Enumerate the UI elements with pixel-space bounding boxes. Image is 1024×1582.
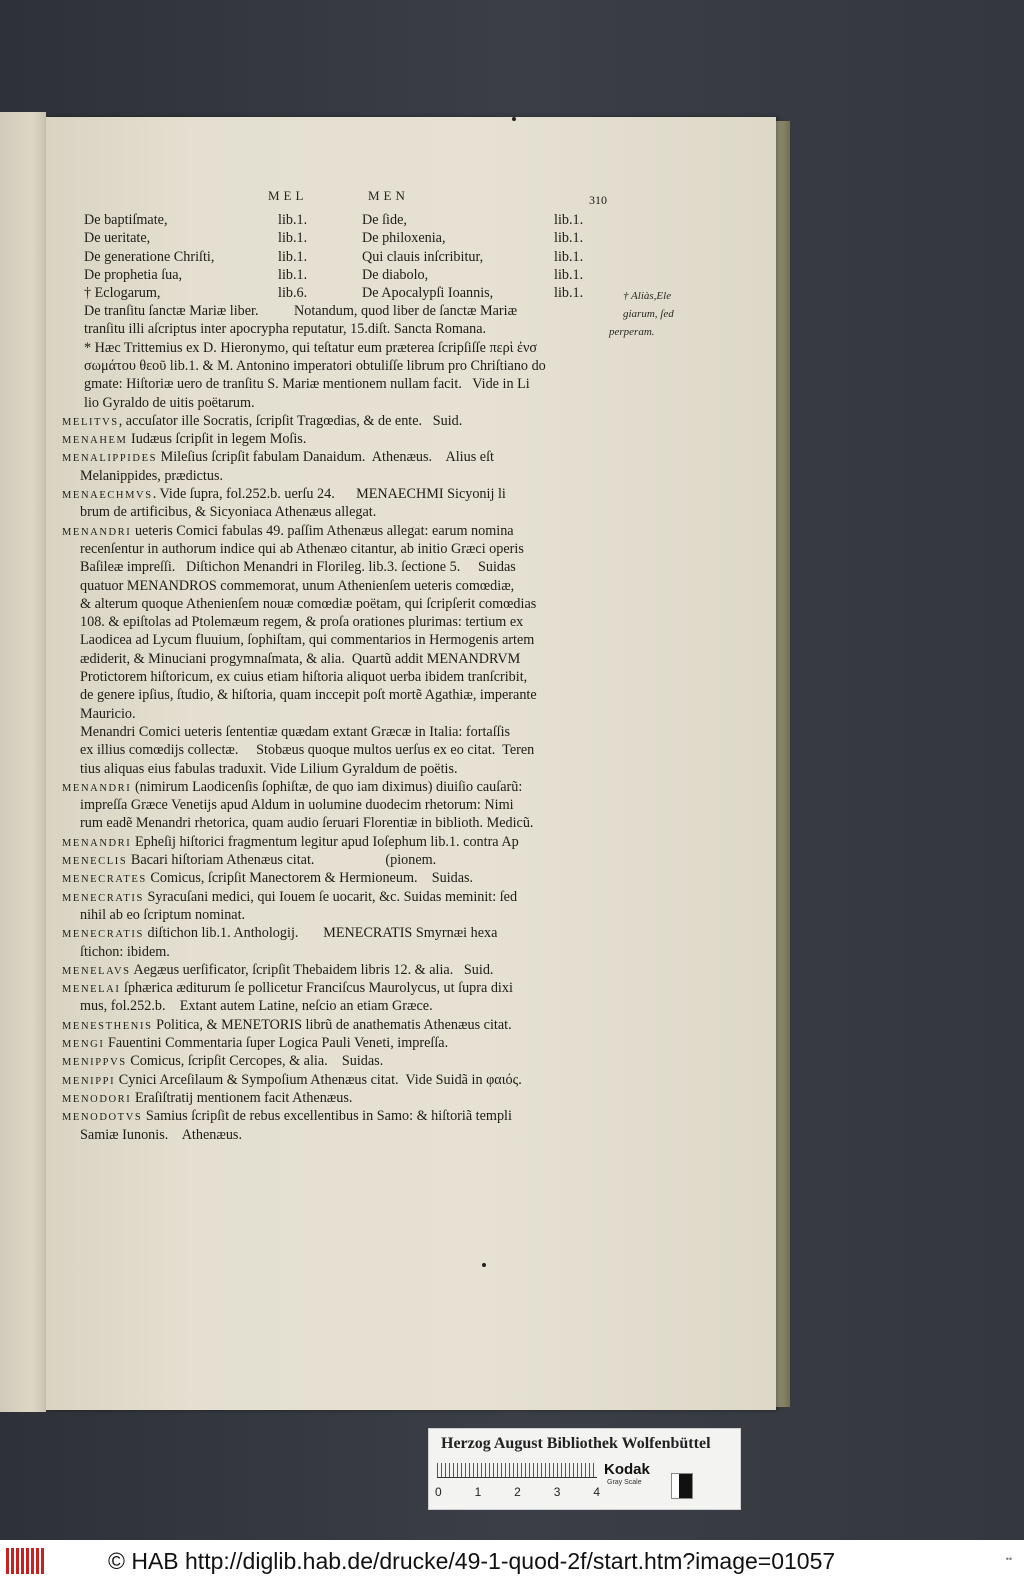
text-line: MENECLIS Bacari hiſtoriam Athenæus citat. (pionem. xyxy=(62,852,437,868)
text-line: MENANDRI (nimirum Laodicenſis ſophiſtæ, de quo iam diximus) diuiſio cauſarũ: xyxy=(62,778,523,795)
title-cell: De diabolo, xyxy=(362,266,429,283)
margin-note-line: perperam. xyxy=(609,326,655,338)
title-cell: † Eclogarum, xyxy=(84,285,161,302)
text-line: 108. & epiſtolas ad Ptolemæum regem, & proſa orationes plurimas: tertium ex xyxy=(80,614,524,631)
title-cell: lib.6. xyxy=(278,285,308,302)
text-line: MENANDRI Epheſij hiſtorici fragmentum legitur apud Ioſephum lib.1. contra Ap xyxy=(62,833,519,850)
ruler-numbers xyxy=(435,1485,600,1499)
margin-note-line: † Aliàs,Ele xyxy=(623,290,672,302)
text-line: MENELAVS Aegæus uerſificator, ſcripſit Thebaidem libris 12. & alia. Suid. xyxy=(62,961,494,978)
footer-url[interactable]: © HAB http://diglib.hab.de/drucke/49-1-quod-2f/start.htm?image=01057 xyxy=(108,1548,836,1574)
entry-name: MENELAI xyxy=(62,984,121,996)
title-cell: De baptiſmate, xyxy=(84,212,168,228)
entry-name: MENAHEM xyxy=(62,435,128,447)
entry-name: MENANDRI xyxy=(62,837,132,849)
text-line: ædiderit, & Minuciani progymnaſmata, & alia. Quartũ addit MENANDRVM xyxy=(80,650,521,667)
text-line: MENALIPPIDES Mileſius ſcripſit fabulam Danaidum. Athenæus. Alius eſt xyxy=(62,449,494,466)
text-line: Melanippides, prædictus. xyxy=(80,467,224,484)
text-line: MENANDRI ueteris Comici fabulas 49. paſſim Athenæus allegat: earum nomina xyxy=(62,522,514,539)
text-line: MENAHEM Iudæus ſcripſit in legem Moſis. xyxy=(62,431,307,448)
ruler-number: 0 xyxy=(435,1485,442,1499)
entry-name: MENIPPI xyxy=(62,1075,116,1087)
text-line: ex illius comœdijs collectæ. Stobæus quoque multos uerſus ex eo citat. Teren xyxy=(80,742,535,759)
text-line: MENIPPI Cynici Arceſilaum & Sympoſium Athenæus citat. Vide Suidã in φαιός. xyxy=(62,1071,522,1088)
book-page xyxy=(46,117,776,1410)
hab-logo-icon xyxy=(6,1548,46,1574)
margin-note-line: giarum, ſed xyxy=(623,308,674,320)
footer-indicator: •• xyxy=(1005,1554,1012,1564)
gray-scale-label: Gray Scale xyxy=(607,1479,642,1486)
entry-name: MENANDRI xyxy=(62,526,132,538)
entry-name: MELITVS xyxy=(62,416,119,428)
entry-name: MENIPPVS xyxy=(62,1057,127,1069)
text-line: MENIPPVS Comicus, ſcripſit Cercopes, & alia. Suidas. xyxy=(62,1053,384,1070)
ruler-number: 3 xyxy=(553,1485,561,1499)
text-line: rum eadẽ Menandri rhetorica, quam audio ſeruari Florentiæ in biblioth. Medicũ. xyxy=(80,815,534,832)
entry-name: MENGI xyxy=(62,1039,105,1050)
entry-name: MENECRATIS xyxy=(62,929,144,941)
text-line: Baſileæ impreſſi. Diſtichon Menandri in Florileg. lib.3. ſectione 5. Suidas xyxy=(80,559,516,576)
text-line: MENELAI ſphærica æditurum ſe pollicetur Franciſcus Maurolycus, ut ſupra dixi xyxy=(62,980,513,997)
text-line: mus, fol.252.b. Extant autem Latine, neſcio an etiam Græce. xyxy=(80,998,433,1015)
text-line: Samiæ Iunonis. Athenæus. xyxy=(80,1126,242,1143)
entry-name: MENESTHENIS xyxy=(62,1020,153,1032)
text-line: tius aliquas eius fabulas traduxit. Vide Lilium Gyraldum de poëtis. xyxy=(80,760,458,777)
text-line: MENECRATIS Syracuſani medici, qui Iouem ſe uocarit, &c. Suidas meminit: ſed xyxy=(62,888,518,905)
text-line: MENODORI Eraſiſtratij mentionem facit Athenæus. xyxy=(62,1089,353,1106)
text-line: gmate: Hiſtoriæ uero de tranſitu S. Mariæ mentionem nullam facit. Vide in Li xyxy=(84,376,530,393)
title-cell: De Apocalypſi Ioannis, xyxy=(362,285,494,302)
previous-page-edge xyxy=(0,112,46,1412)
title-cell: lib.1. xyxy=(554,266,584,283)
text-line: MENESTHENIS Politica, & MENETORIS librũ de anathematis Athenæus citat. xyxy=(62,1016,512,1033)
text-line: impreſſa Græce Venetijs apud Aldum in uolumine duodecim rhetorum: Nimi xyxy=(80,797,514,814)
text-line: de genere ipſius, ſtudio, & hiſtoria, quam inccepit poſt mortẽ Agathiæ, imperante xyxy=(80,687,537,704)
text-line: Mauricio. xyxy=(80,705,136,722)
title-cell: Qui clauis inſcribitur, xyxy=(362,248,484,265)
text-line: MENECRATIS diſtichon lib.1. Anthologij. MENECRATIS Smyrnæi hexa xyxy=(62,925,498,942)
title-cell: lib.1. xyxy=(554,285,584,302)
text-line: recenſentur in authorum indice qui ab Athenæo citantur, ab initio Græci operis xyxy=(80,540,524,557)
text-line: σωμάτου θεοῦ lib.1. & M. Antonino imperatori obtuliſſe librum pro Chriſtiano do xyxy=(84,357,546,374)
entry-name: MENALIPPIDES xyxy=(62,453,158,465)
title-cell: lib.1. xyxy=(554,212,584,228)
text-line: ſtichon: ibidem. xyxy=(80,943,170,960)
book-page-edge xyxy=(774,121,790,1407)
text-line: brum de artificibus, & Sicyoniaca Athenæus allegat. xyxy=(80,504,377,521)
text-line: Menandri Comici ueteris ſententiæ quædam extant Græcæ in Italia: fortaſſis xyxy=(66,723,511,740)
title-cell: lib.1. xyxy=(278,266,308,283)
title-cell: lib.1. xyxy=(554,248,584,265)
entry-name: MENAECHMVS xyxy=(62,490,153,501)
page-mark xyxy=(482,1263,486,1267)
title-cell: lib.1. xyxy=(554,230,584,247)
entry-name: MENECRATES xyxy=(62,874,147,886)
text-line: MENGI Fauentini Commentaria ſuper Logica Pauli Veneti, impreſſa. xyxy=(62,1035,449,1051)
text-line: & alterum quoque Athenienſem nouæ comœdiæ poëtam, qui ſcripſerit comœdias xyxy=(80,595,537,612)
text-line: quatuor MENANDROS commemorat, unum Athenienſem ueteris comœdiæ, xyxy=(80,577,515,594)
entry-name: MENECLIS xyxy=(62,856,128,867)
text-line: De tranſitu ſanctæ Mariæ liber. Notandum, quod liber de ſanctæ Mariæ xyxy=(84,303,518,319)
title-cell: De ſide, xyxy=(362,212,407,228)
page-number: 310 xyxy=(589,193,607,207)
ruler-number: 2 xyxy=(514,1485,521,1499)
title-cell: lib.1. xyxy=(278,248,308,265)
running-header-right: MEN xyxy=(368,188,409,203)
text-line: MENODOTVS Samius ſcripſit de rebus excellentibus in Samo: & hiſtoriã templi xyxy=(62,1108,512,1125)
library-color-card xyxy=(428,1428,741,1510)
ruler-number: 1 xyxy=(474,1485,482,1499)
entry-name: MENECRATIS xyxy=(62,892,144,904)
title-cell: De generatione Chriſti, xyxy=(84,248,215,265)
entry-name: MENELAVS xyxy=(62,965,131,977)
title-cell: lib.1. xyxy=(278,212,308,228)
library-name: Herzog August Bibliothek Wolfenbüttel xyxy=(441,1435,711,1452)
entry-name: MENANDRI xyxy=(62,782,132,794)
page-mark xyxy=(512,117,516,121)
text-line: MENAECHMVS. Vide ſupra, fol.252.b. uerſu 24. MENAECHMI Sicyonij li xyxy=(62,486,506,502)
text-line: tranſitu illi aſcriptus inter apocrypha reputatur, 15.diſt. Sancta Romana. xyxy=(84,321,487,338)
ruler-scale xyxy=(437,1463,597,1478)
kodak-brand: Kodak xyxy=(604,1461,650,1478)
gray-swatch xyxy=(671,1473,693,1499)
entry-name: MENODORI xyxy=(62,1093,132,1105)
running-header-left: MEL xyxy=(268,188,308,203)
entry-name: MENODOTVS xyxy=(62,1112,143,1124)
text-line: nihil ab eo ſcriptum nominat. xyxy=(80,906,246,923)
text-line: Protictorem hiſtoricum, ex cuius etiam hiſtoria aliquot uerba ibidem tranſcribit, xyxy=(80,669,528,685)
text-line: * Hæc Trittemius ex D. Hieronymo, qui teſtatur eum præterea ſcripſiſſe περὶ ἐνσ xyxy=(84,339,538,356)
title-cell: De ueritate, xyxy=(84,230,151,247)
footer-bar xyxy=(0,1540,1024,1582)
text-line: MELITVS, accuſator ille Socratis, ſcripſit Tragœdias, & de ente. Suid. xyxy=(62,412,463,429)
text-line: MENECRATES Comicus, ſcripſit Manectorem & Hermioneum. Suidas. xyxy=(62,870,474,887)
text-line: lio Gyraldo de uitis poëtarum. xyxy=(84,394,255,411)
title-cell: De philoxenia, xyxy=(362,230,446,247)
ruler-number: 4 xyxy=(593,1485,600,1499)
title-cell: De prophetia ſua, xyxy=(84,266,183,283)
text-line: Laodicea ad Lycum fluuium, ſophiſtam, qui commentarios in Hermogenis artem xyxy=(80,632,535,649)
title-cell: lib.1. xyxy=(278,230,308,247)
